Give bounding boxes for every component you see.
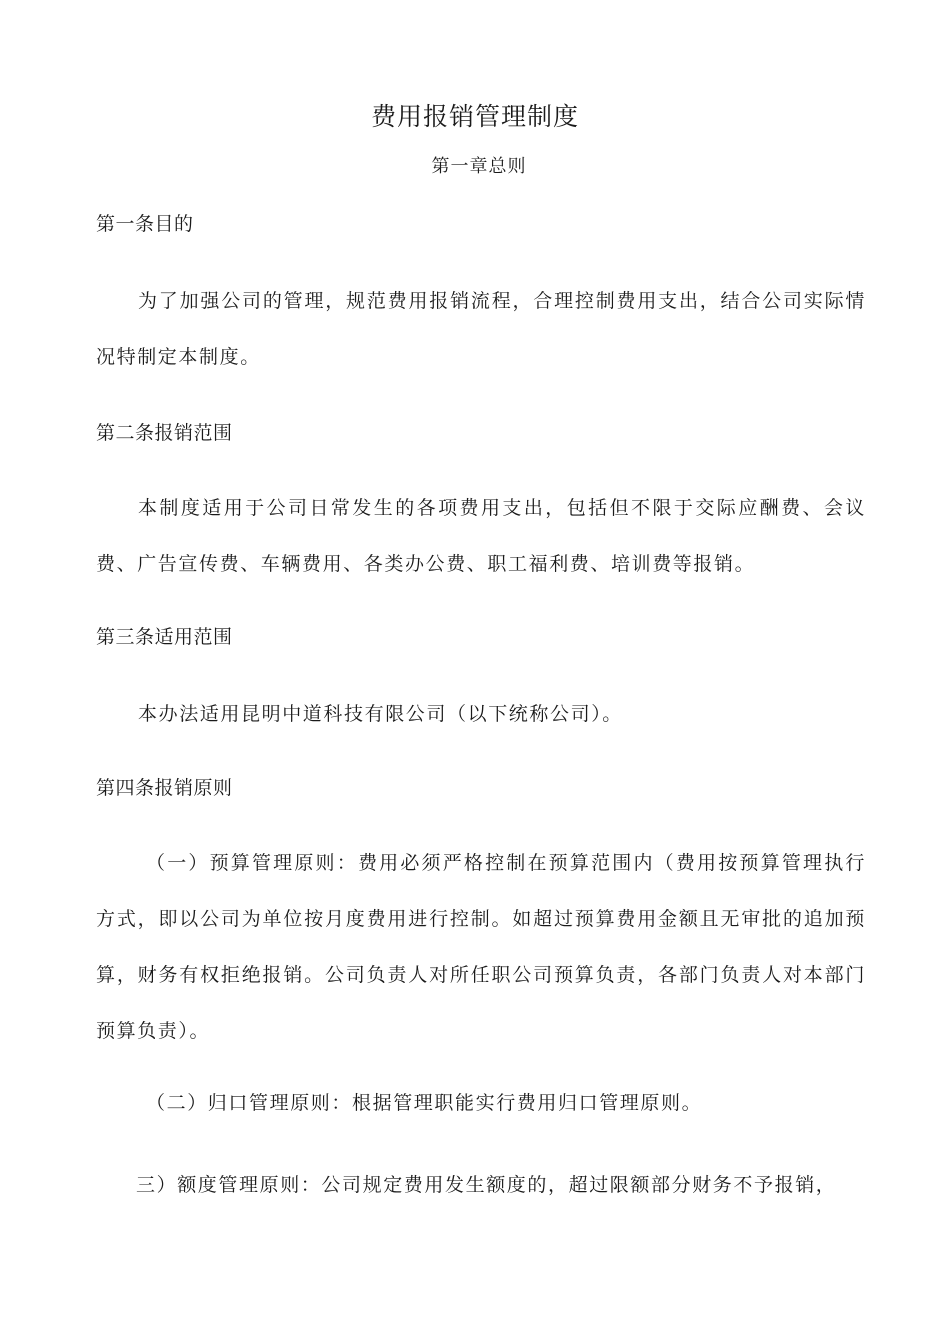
article-4-paragraph-3: 三）额度管理原则：公司规定费用发生额度的，超过限额部分财务不予报销， [136, 1174, 837, 1196]
article-heading-1: 第一条目的 [96, 213, 194, 235]
article-4-paragraph-1: （一）预算管理原则：费用必须严格控制在预算范围内（费用按预算管理执行方式，即以公司为单位按月度费用进行控制。如超过预算费用金额且无审批的追加预算，财务有权拒绝报销。公司负责人对所任职公司预算负责，各部门负责人对本部门预算负责）。 [96, 852, 866, 1042]
article-heading-4: 第四条报销原则 [96, 777, 233, 799]
article-1-paragraph: 为了加强公司的管理，规范费用报销流程，合理控制费用支出，结合公司实际情况特制定本制度。 [96, 290, 866, 368]
article-2-paragraph: 本制度适用于公司日常发生的各项费用支出，包括但不限于交际应酬费、会议费、广告宣传费、车辆费用、各类办公费、职工福利费、培训费等报销。 [96, 497, 866, 575]
article-heading-3: 第三条适用范围 [96, 626, 233, 648]
article-4-paragraph-2: （二）归口管理原则：根据管理职能实行费用归口管理原则。 [146, 1092, 703, 1114]
article-heading-2: 第二条报销范围 [96, 422, 233, 444]
chapter-heading: 第一章总则 [431, 156, 527, 177]
article-3-paragraph: 本办法适用昆明中道科技有限公司（以下统称公司）。 [138, 703, 623, 725]
document-title: 费用报销管理制度 [370, 102, 579, 131]
